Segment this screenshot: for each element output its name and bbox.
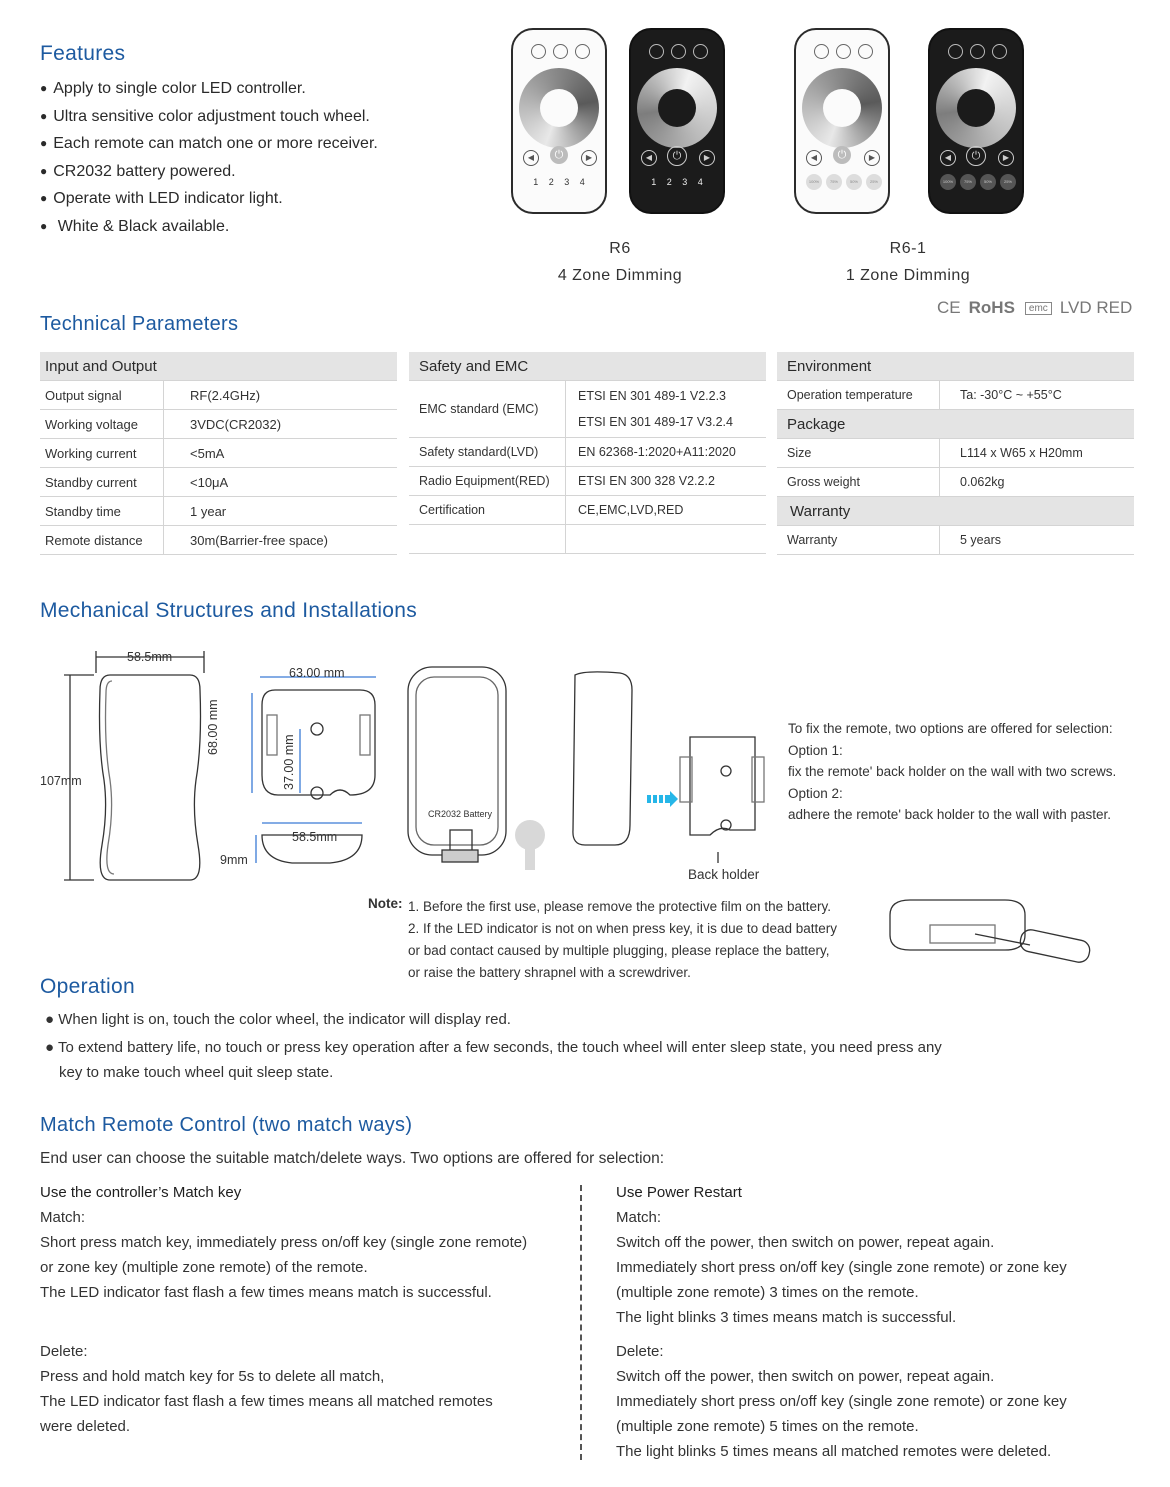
table-row — [40, 410, 397, 439]
lock-icon — [970, 44, 985, 59]
certification-logos — [937, 298, 1132, 318]
lock-icon — [693, 44, 708, 59]
power-icon: ⏻ — [667, 146, 687, 166]
param-value: RF(2.4GHz) — [164, 381, 398, 410]
lock-icon — [948, 44, 963, 59]
arrow-left-icon: ◀ — [806, 150, 822, 166]
param-label: Remote distance — [40, 526, 164, 555]
remote-front-outline — [100, 675, 201, 880]
param-value: Ta: -30°C ~ +55°C — [940, 381, 1135, 410]
level-button: 25% — [1000, 174, 1016, 190]
note-line: or raise the battery shrapnel with a screwdriver. — [408, 965, 691, 980]
left-delete-line: Press and hold match key for 5s to delete all match, — [40, 1368, 385, 1385]
right-delete-line: Immediately short press on/off key (single zone remote) or zone key — [616, 1393, 1067, 1410]
product-model-r6-1: R6-1 — [889, 240, 927, 257]
arrow-left-icon: ◀ — [523, 150, 539, 166]
note-line: 2. If the LED indicator is not on when press key, it is due to dead battery — [408, 921, 837, 936]
note-line: 1. Before the first use, please remove the protective film on the battery. — [408, 899, 831, 914]
lock-icon — [553, 44, 568, 59]
fix-option-2-text: adhere the remote' back holder to the wall with paster. — [788, 807, 1112, 822]
param-value: <10μA — [164, 468, 398, 497]
level-button: 75% — [826, 174, 842, 190]
param-value: 30m(Barrier-free space) — [164, 526, 398, 555]
emc-standard-line: ETSI EN 301 489-1 V2.2.3 — [578, 389, 727, 403]
remote-r6-1-white-image — [794, 28, 890, 214]
param-value: 3VDC(CR2032) — [164, 410, 398, 439]
emc-standard-line: ETSI EN 301 489-17 V3.2.4 — [578, 415, 733, 429]
param-label: Radio Equipment(RED) — [409, 467, 566, 496]
left-delete-line: were deleted. — [40, 1418, 131, 1435]
mechanical-title: Mechanical Structures and Installations — [40, 599, 418, 622]
dim-bottom-width: 58.5mm — [292, 830, 338, 844]
right-match-label: Match: — [616, 1209, 662, 1226]
column-divider — [580, 1185, 582, 1460]
environment-header: Environment — [777, 352, 1134, 381]
lock-icon — [575, 44, 590, 59]
dim-height: 107mm — [40, 774, 82, 788]
table-row — [777, 439, 1134, 468]
feature-item: ● Apply to single color LED controller. — [40, 78, 378, 106]
operation-item: ● When light is on, touch the color wheel, the indicator will display red. — [45, 1011, 511, 1028]
table-row — [40, 381, 397, 410]
red-logo: RED — [1096, 298, 1133, 317]
fix-heading: To fix the remote, two options are offered for selection: — [788, 721, 1113, 736]
level-button: 75% — [960, 174, 976, 190]
table-row — [40, 526, 397, 555]
product-desc-r6-1: 1 Zone Dimming — [845, 267, 971, 284]
dim-holder-height: 68.00 mm — [206, 699, 220, 755]
lock-icon — [836, 44, 851, 59]
param-label: Working voltage — [40, 410, 164, 439]
empty-cell — [409, 525, 566, 554]
touch-wheel — [802, 68, 882, 148]
table-row — [409, 381, 766, 438]
safety-header: Safety and EMC — [409, 352, 766, 381]
param-label: Operation temperature — [777, 381, 940, 410]
param-label: Certification — [409, 496, 566, 525]
level-button: 25% — [866, 174, 882, 190]
warranty-header: Warranty — [777, 497, 1134, 526]
technical-title: Technical Parameters — [40, 313, 239, 335]
remote-r6-white-image — [511, 28, 607, 214]
holder-outline — [262, 690, 375, 795]
level-button: 100% — [940, 174, 956, 190]
param-value: 0.062kg — [940, 468, 1135, 497]
match-title: Match Remote Control (two match ways) — [40, 1114, 413, 1136]
param-label: Output signal — [40, 381, 164, 410]
arrow-right-icon: ▶ — [581, 150, 597, 166]
operation-item: ● To extend battery life, no touch or press key operation after a few seconds, the touch wheel will enter sleep state, you need press any — [45, 1039, 942, 1056]
left-delete-label: Delete: — [40, 1343, 88, 1360]
table-row — [409, 496, 766, 525]
zone-numbers: 1 2 3 4 — [533, 177, 585, 187]
operation-item-text: When light is on, touch the color wheel, the indicator will display red. — [58, 1011, 511, 1028]
left-delete-line: The LED indicator fast flash a few times means all matched remotes — [40, 1393, 493, 1410]
param-value: 1 year — [164, 497, 398, 526]
power-icon: ⏻ — [966, 146, 986, 166]
safety-table — [409, 352, 766, 554]
param-value — [566, 381, 767, 438]
left-heading: Use the controller’s Match key — [40, 1184, 242, 1201]
param-label: Working current — [40, 439, 164, 468]
environment-table — [777, 352, 1134, 555]
lock-icon — [992, 44, 1007, 59]
note-line: or bad contact caused by multiple plugging, please replace the battery, — [408, 943, 830, 958]
dim-thickness: 9mm — [220, 853, 248, 867]
arrow-left-icon: ◀ — [940, 150, 956, 166]
param-label: Warranty — [777, 526, 940, 555]
left-match-line: Short press match key, immediately press on/off key (single zone remote) — [40, 1234, 528, 1251]
param-label: Standby current — [40, 468, 164, 497]
features-title: Features — [40, 42, 126, 65]
battery-label: CR2032 Battery — [428, 809, 493, 819]
left-match-line: The LED indicator fast flash a few times means match is successful. — [40, 1284, 492, 1301]
lock-icon — [649, 44, 664, 59]
note-text — [408, 896, 837, 984]
note-label: Note: — [368, 896, 403, 911]
touch-wheel — [637, 68, 717, 148]
left-match-line: or zone key (multiple zone remote) of the remote. — [40, 1259, 368, 1276]
param-label: EMC standard (EMC) — [409, 381, 566, 438]
rohs-logo: RoHS — [968, 298, 1015, 317]
level-button: 100% — [806, 174, 822, 190]
param-label: Size — [777, 439, 940, 468]
feature-item: ● White & Black available. — [40, 216, 378, 244]
table-row — [777, 381, 1134, 410]
dim-width-top: 58.5mm — [127, 650, 173, 664]
match-intro: End user can choose the suitable match/delete ways. Two options are offered for selection: — [40, 1150, 665, 1167]
features-list — [40, 78, 378, 243]
back-holder-label: Back holder — [688, 867, 760, 882]
lock-icon — [531, 44, 546, 59]
remote-r6-1-black-image — [928, 28, 1024, 214]
operation-title: Operation — [40, 975, 135, 998]
right-match-line: Immediately short press on/off key (single zone remote) or zone key — [616, 1259, 1067, 1276]
right-match-line: The light blinks 3 times means match is successful. — [616, 1309, 957, 1326]
feature-item: ● Operate with LED indicator light. — [40, 188, 378, 216]
level-button: 50% — [980, 174, 996, 190]
right-match-line: (multiple zone remote) 3 times on the remote. — [616, 1284, 919, 1301]
package-header: Package — [777, 410, 1134, 439]
ce-logo: CE — [937, 298, 961, 317]
remote-r6-black-image — [629, 28, 725, 214]
table-row — [409, 438, 766, 467]
param-label: Gross weight — [777, 468, 940, 497]
touch-wheel — [936, 68, 1016, 148]
param-value: EN 62368-1:2020+A11:2020 — [566, 438, 767, 467]
arrow-right-icon: ▶ — [998, 150, 1014, 166]
emc-logo: emc — [1025, 302, 1052, 315]
right-match-line: Switch off the power, then switch on power, repeat again. — [616, 1234, 995, 1251]
touch-wheel — [519, 68, 599, 148]
fix-option-2-label: Option 2: — [788, 785, 843, 801]
param-value: 5 years — [940, 526, 1135, 555]
lock-icon — [814, 44, 829, 59]
lock-icon — [858, 44, 873, 59]
zone-numbers: 1 2 3 4 — [651, 177, 703, 187]
lock-icon — [671, 44, 686, 59]
operation-item-text: To extend battery life, no touch or press key operation after a few seconds, the touch wheel will enter sleep state, you need press any — [57, 1039, 942, 1056]
param-value: ETSI EN 300 328 V2.2.2 — [566, 467, 767, 496]
arrow-right-icon: ▶ — [864, 150, 880, 166]
fix-option-1-label: Option 1: — [788, 742, 843, 758]
product-model-r6: R6 — [609, 240, 631, 257]
param-value: CE,EMC,LVD,RED — [566, 496, 767, 525]
right-delete-label: Delete: — [616, 1343, 664, 1360]
arrow-left-icon: ◀ — [641, 150, 657, 166]
fix-option-1-text: fix the remote' back holder on the wall with two screws. — [788, 764, 1117, 779]
operation-item-continued: key to make touch wheel quit sleep state. — [59, 1064, 334, 1081]
right-delete-line: Switch off the power, then switch on power, repeat again. — [616, 1368, 995, 1385]
right-delete-line: (multiple zone remote) 5 times on the remote. — [616, 1418, 919, 1435]
power-icon: ⏻ — [550, 146, 568, 164]
level-button: 50% — [846, 174, 862, 190]
dim-holder-width: 63.00 mm — [289, 666, 345, 680]
match-right-column — [616, 1180, 1146, 1464]
table-row — [40, 468, 397, 497]
dim-hole-spacing: 37.00 mm — [282, 734, 296, 790]
table-row — [409, 525, 766, 554]
param-label: Safety standard(LVD) — [409, 438, 566, 467]
feature-item: ● Ultra sensitive color adjustment touch wheel. — [40, 106, 378, 134]
table-row — [409, 467, 766, 496]
empty-cell — [566, 525, 767, 554]
table-row — [40, 439, 397, 468]
feature-item: ● Each remote can match one or more receiver. — [40, 133, 378, 161]
table-row — [777, 526, 1134, 555]
table-row — [40, 497, 397, 526]
left-match-label: Match: — [40, 1209, 86, 1226]
param-value: L114 x W65 x H20mm — [940, 439, 1135, 468]
feature-item: ● CR2032 battery powered. — [40, 161, 378, 189]
match-left-column — [40, 1180, 570, 1439]
fix-options — [788, 718, 1116, 826]
arrow-right-icon: ▶ — [699, 150, 715, 166]
power-icon: ⏻ — [833, 146, 851, 164]
io-header: Input and Output — [40, 352, 397, 381]
io-table — [40, 352, 397, 555]
lvd-logo: LVD — [1059, 298, 1092, 317]
param-label: Standby time — [40, 497, 164, 526]
right-delete-line: The light blinks 5 times means all matched remotes were deleted. — [616, 1443, 1052, 1460]
param-value: <5mA — [164, 439, 398, 468]
table-row — [777, 468, 1134, 497]
right-heading: Use Power Restart — [616, 1184, 742, 1201]
product-desc-r6: 4 Zone Dimming — [557, 267, 683, 284]
